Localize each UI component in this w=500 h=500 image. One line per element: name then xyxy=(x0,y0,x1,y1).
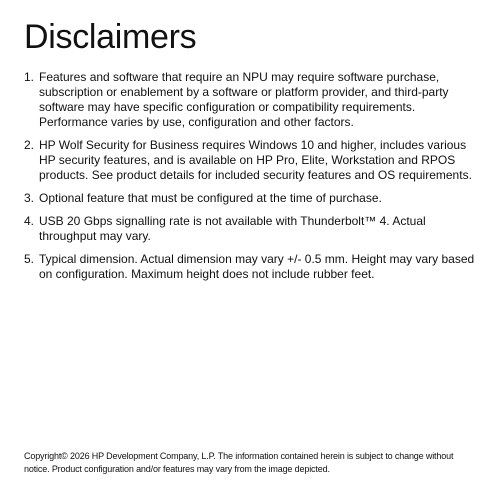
disclaimer-text: Typical dimension. Actual dimension may vary +/- 0.5 mm. Height may vary based on configuration. Maximum height does not include rubber feet. xyxy=(39,252,475,281)
disclaimer-text: Optional feature that must be configured at the time of purchase. xyxy=(39,191,382,205)
disclaimer-number: 1. xyxy=(24,70,35,84)
disclaimer-number: 2. xyxy=(24,138,35,152)
disclaimer-text: Features and software that require an NPU may require software purchase, subscription or enablement by a software or platform provider, and third-party software may have specific configuration or compatibility requirements. Performance varies by use, configuration and other factors. xyxy=(39,70,449,129)
disclaimer-number: 4. xyxy=(24,214,35,228)
disclaimer-list xyxy=(24,70,476,290)
disclaimer-item-4 xyxy=(24,214,476,244)
disclaimer-number: 5. xyxy=(24,252,35,266)
copyright-notice: Copyright© 2026 HP Development Company, L.P. The information contained herein is subject to change without notice. Product configuration and/or features may vary from the image depicted. xyxy=(24,451,454,474)
disclaimer-item-5 xyxy=(24,252,476,282)
disclaimer-item-3 xyxy=(24,191,476,206)
disclaimer-number: 3. xyxy=(24,191,35,205)
disclaimer-text: USB 20 Gbps signalling rate is not available with Thunderbolt™ 4. Actual throughput may vary. xyxy=(39,214,426,243)
disclaimer-item-1 xyxy=(24,70,476,130)
disclaimer-text: HP Wolf Security for Business requires Windows 10 and higher, includes various HP security features, and is available on HP Pro, Elite, Workstation and RPOS products. See product details for included security features and OS requirements. xyxy=(39,138,472,182)
disclaimer-item-2 xyxy=(24,138,476,183)
page-title: Disclaimers xyxy=(24,18,197,56)
